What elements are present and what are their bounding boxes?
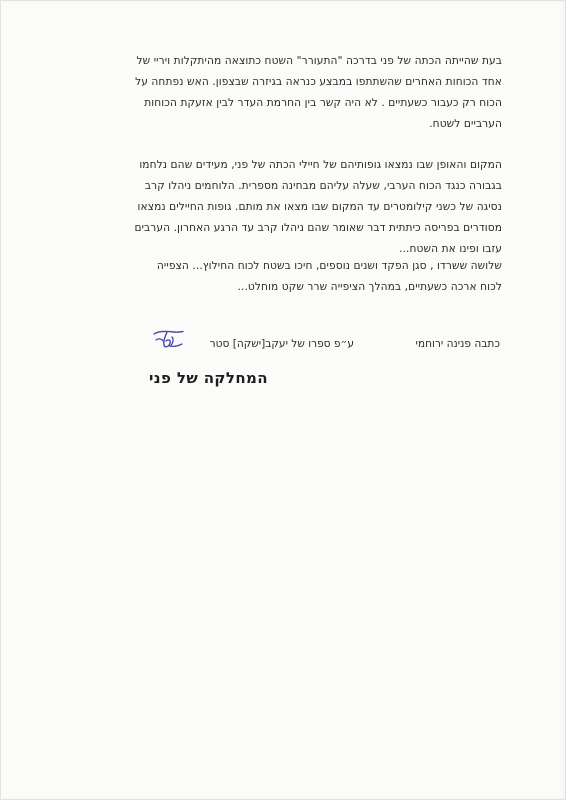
- paragraph-line: אחד הכוחות האחרים שהשתתפו במבצע כנראה בגיזרה שבצפון. האש נפתחה על: [135, 76, 502, 88]
- paragraph-line: לכוח ארכה כשעתיים, במהלך הציפייה שרר שקט מוחלט...: [237, 281, 502, 293]
- paragraph-line: המקום והאופן שבו נמצאו גופותיהם של חיילי הכתה של פני, מעידים שהם נלחמו: [139, 159, 502, 171]
- paragraph-line: שלושה ששרדו , סגן הפקד ושנים נוספים, חיכו בשטח לכוח החילוץ... הצפייה: [156, 260, 502, 272]
- paragraph-line: נסיגה של כשני קילומטרים עד המקום שבו מצאו את מותם. גופות החיילים נמצאו: [137, 201, 502, 213]
- paragraph-1: [70, 51, 502, 135]
- paragraph-line: מסודרים בפריסה כיתתית דבר שאומר שהם ניהלו קרב עד הרגע האחרון. הערבים: [134, 222, 502, 234]
- credit-author: כתבה פנינה ירוחמי: [415, 338, 500, 350]
- paragraph-line: הערביים לשטח.: [429, 118, 502, 130]
- department-title: המחלקה של פני: [148, 369, 268, 387]
- paragraph-line: בעת שהייתה הכתה של פני בדרכה "התעורר" השטח כתוצאה מהיתקלות ויריי של: [136, 55, 502, 67]
- credit-source: ע״פ ספרו של יעקב[ישקה] סטר: [209, 338, 354, 350]
- paragraph-line: הכוח רק כעבור כשעתיים . לא היה קשר בין החרמת העדר לבין אזעקת הכוחות: [144, 97, 502, 109]
- handwritten-signature-icon: [150, 328, 186, 352]
- paragraph-3: [70, 256, 502, 298]
- paragraph-2: [70, 155, 502, 260]
- paragraph-line: עזבו ופינו את השטח...: [399, 243, 502, 255]
- paragraph-line: בגבורה כנגד הכוח הערבי, שעלה עליהם מבחינה מספרית. הלוחמים ניהלו קרב: [144, 180, 502, 192]
